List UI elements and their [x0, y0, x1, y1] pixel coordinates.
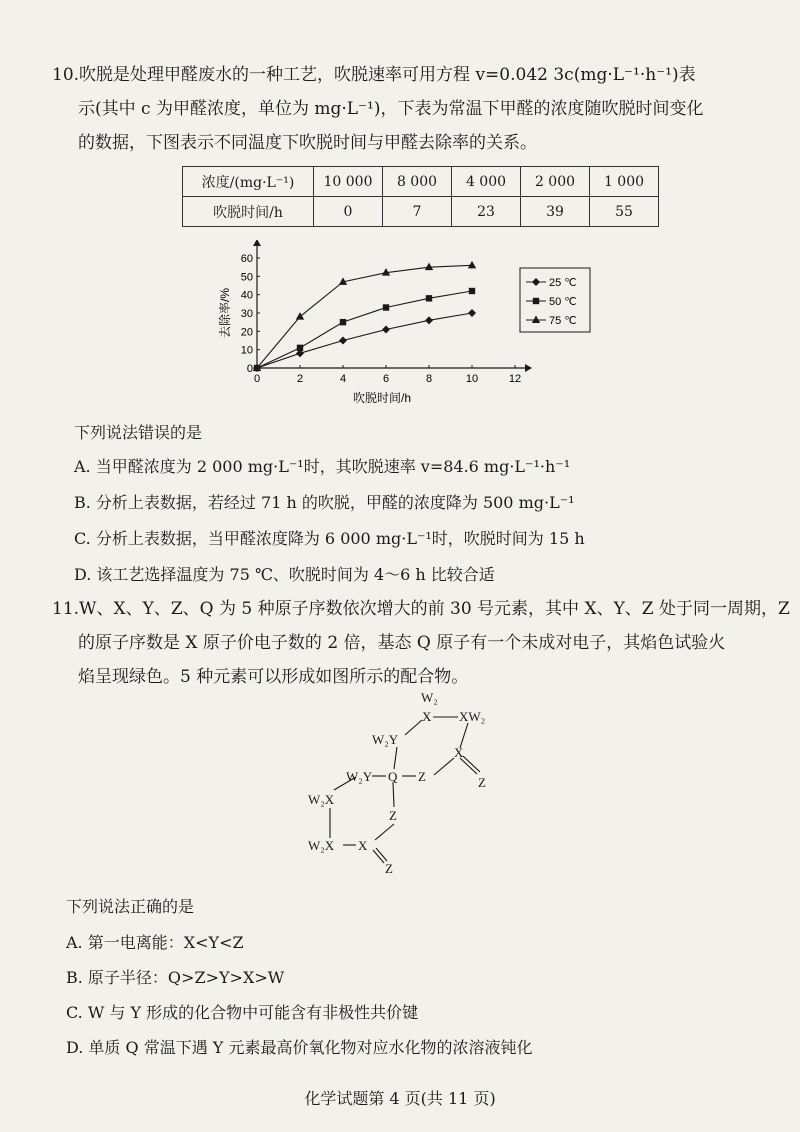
atom-label: W₂ [421, 690, 438, 705]
table-cell: 39 [521, 197, 590, 227]
series-line-1 [257, 313, 472, 368]
table-cell: 8 000 [383, 167, 452, 197]
q11-line-3: 焰呈现绿色。5 种元素可以形成如图所示的配合物。 [78, 667, 469, 687]
atom-label: X [358, 838, 368, 853]
bond-lines [330, 717, 480, 863]
y-tick-label: 20 [240, 326, 253, 339]
data-point [426, 295, 432, 301]
q10-line-2: 示(其中 c 为甲醛浓度，单位为 mg·L⁻¹)，下表为常温下甲醛的浓度随吹脱时间变化 [78, 99, 704, 119]
y-tick-label: 10 [240, 344, 253, 357]
data-point [339, 337, 347, 345]
y-tick-label: 30 [240, 308, 253, 320]
q10-line-3: 的数据，下图表示不同温度下吹脱时间与甲醛去除率的关系。 [78, 133, 537, 153]
q10-line-1: 吹脱是处理甲醛废水的一种工艺，吹脱速率可用方程 v=0.042 3c(mg·L⁻¹·h⁻¹)表 [79, 65, 696, 85]
table-row [183, 167, 659, 197]
question-number: 10. [52, 65, 80, 85]
table-cell: 4 000 [452, 167, 521, 197]
x-tick-label: 10 [465, 373, 479, 385]
q11-line-2: 的原子序数是 X 原子价电子数的 2 倍，基态 Q 原子有一个未成对电子，其焰色试验火 [78, 633, 726, 653]
table-row [183, 197, 659, 227]
atom-label: W₂Y [372, 732, 399, 747]
data-point [468, 261, 476, 269]
atom-label: W₂Y [346, 769, 373, 784]
x-axis-arrow [525, 364, 532, 372]
atom-label: Z [389, 808, 397, 823]
table-cell: 10 000 [314, 167, 383, 197]
y-axis-label: 去除率/% [218, 287, 232, 339]
atom-label: Z [418, 769, 426, 784]
data-point [340, 319, 346, 325]
data-point [468, 309, 476, 317]
atom-label: XW₂ [459, 709, 486, 724]
data-point [383, 304, 389, 310]
x-tick-label: 2 [296, 373, 304, 385]
table-cell: 23 [452, 197, 521, 227]
q11-option-d: D. 单质 Q 常温下遇 Y 元素最高价氧化物对应水化物的浓溶液钝化 [66, 1038, 533, 1057]
question-number: 11. [52, 599, 80, 619]
table-cell: 55 [590, 197, 659, 227]
table-cell: 7 [383, 197, 452, 227]
y-tick-label: 60 [240, 253, 253, 265]
atom-label: Z [385, 861, 393, 875]
legend-marker [532, 316, 540, 324]
atom-label: X [422, 709, 432, 724]
q10-option-d: D. 该工艺选择温度为 75 ℃、吹脱时间为 4～6 h 比较合适 [74, 565, 495, 584]
data-point [297, 345, 303, 351]
q10-prompt: 下列说法错误的是 [74, 423, 203, 442]
x-tick-label: 6 [382, 373, 390, 385]
complex-structure-diagram [290, 690, 520, 875]
data-point [382, 326, 390, 334]
legend-label: 25 ℃ [549, 277, 577, 289]
legend-marker [532, 278, 540, 286]
x-tick-label: 12 [508, 373, 522, 385]
question-11-stem [52, 592, 790, 694]
x-tick-label: 8 [425, 373, 433, 385]
y-tick-label: 0 [246, 363, 253, 375]
removal-rate-chart [205, 240, 605, 410]
atom-label: W₂X [308, 792, 335, 807]
page-footer: 化学试题第 4 页(共 11 页) [304, 1089, 496, 1108]
data-point [425, 316, 433, 324]
table-cell: 1 000 [590, 167, 659, 197]
q11-prompt: 下列说法正确的是 [66, 897, 195, 916]
legend-label: 50 ℃ [549, 296, 577, 308]
y-axis-arrow [253, 240, 261, 246]
x-tick-label: 0 [253, 373, 261, 385]
data-point [425, 263, 433, 271]
q11-option-a: A. 第一电离能：X<Y<Z [66, 933, 244, 952]
x-tick-label: 4 [339, 373, 347, 385]
table-cell: 0 [314, 197, 383, 227]
data-point [296, 312, 304, 320]
atom-label: Z [478, 775, 486, 790]
q10-option-a: A. 当甲醛浓度为 2 000 mg·L⁻¹时，其吹脱速率 v=84.6 mg·L⁻¹·h⁻¹ [74, 457, 571, 476]
table-cell: 2 000 [521, 167, 590, 197]
atom-label: W₂X [308, 838, 335, 853]
y-tick-label: 40 [240, 289, 253, 302]
question-10-stem [52, 58, 752, 160]
x-axis-label: 吹脱时间/h [352, 391, 412, 405]
concentration-table [182, 166, 659, 227]
q11-line-1: W、X、Y、Z、Q 为 5 种原子序数依次增大的前 30 号元素，其中 X、Y、Z 处于同一周期，Z [79, 599, 790, 619]
q10-option-b: B. 分析上表数据，若经过 71 h 的吹脱，甲醛的浓度降为 500 mg·L⁻¹ [74, 493, 575, 512]
data-point [469, 288, 475, 294]
q10-option-c: C. 分析上表数据，当甲醛浓度降为 6 000 mg·L⁻¹时，吹脱时间为 15 h [74, 529, 585, 548]
atom-label: Q [388, 769, 398, 784]
q11-option-c: C. W 与 Y 形成的化合物中可能含有非极性共价键 [66, 1003, 419, 1022]
atom-label: X [454, 745, 464, 760]
y-tick-label: 50 [240, 271, 253, 284]
table-header-cell: 浓度/(mg·L⁻¹) [183, 167, 314, 197]
legend-label: 75 ℃ [549, 315, 577, 327]
q11-option-b: B. 原子半径：Q>Z>Y>X>W [66, 968, 285, 987]
legend-marker [533, 298, 539, 304]
table-header-cell: 吹脱时间/h [183, 197, 314, 227]
